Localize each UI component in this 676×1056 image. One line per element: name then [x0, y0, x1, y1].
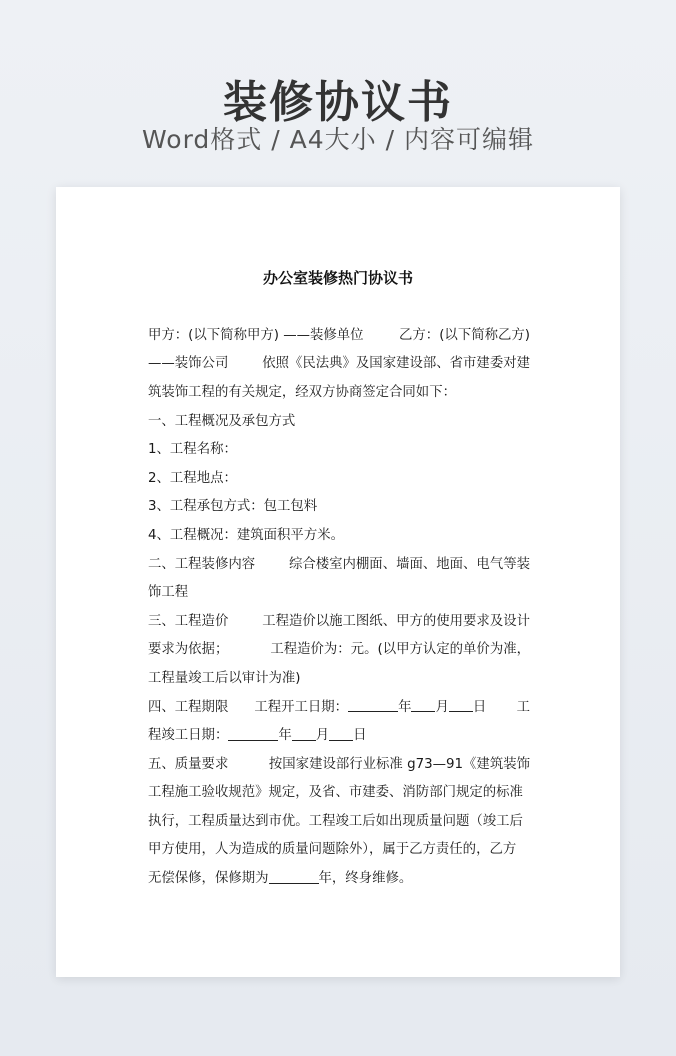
section-3-text-a: 要求为依据；: [148, 642, 229, 658]
document-page: [56, 187, 620, 977]
section-3-text-cont: 工程量竣工后以审计为准): [148, 670, 301, 686]
section-5-heading: 五、质量要求: [148, 756, 229, 772]
document-body: [148, 319, 530, 891]
month-label: 月: [435, 699, 449, 715]
section-5-text-3: 甲方使用，人为造成的质量问题除外），属于乙方责任的，乙方: [148, 842, 517, 858]
section-heading: [148, 691, 530, 720]
start-day-blank: [449, 698, 473, 712]
section-3-text: 工程造价以施工图纸、甲方的使用要求及设计: [262, 613, 530, 629]
basis-text: 依照《民法典》及国家建设部、省市建委对建: [262, 356, 530, 372]
section-5-text: 按国家建设部行业标准 g73—91《建筑装饰: [268, 756, 530, 772]
paragraph-line: [148, 319, 530, 348]
completion-prefix: 工: [516, 699, 530, 715]
warranty-years-blank: [269, 870, 319, 884]
section-2-text: 综合楼室内棚面、墙面、地面、电气等装: [288, 556, 530, 572]
paragraph-line: [148, 719, 530, 748]
section-3-text-b: 工程造价为：元。(以甲方认定的单价为准，: [270, 642, 530, 658]
banner-subtitle: Word格式 / A4大小 / 内容可编辑: [142, 125, 534, 154]
contract-method: 3、工程承包方式：包工包料: [148, 499, 318, 515]
section-1-heading: 一、工程概况及承包方式: [148, 413, 296, 429]
paragraph-line: [148, 634, 530, 663]
paragraph-line: [148, 805, 530, 834]
paragraph-line: [148, 777, 530, 806]
project-location: 2、工程地点：: [148, 470, 237, 486]
day-label: 日: [353, 728, 367, 744]
party-b-text: 乙方：(以下简称乙方): [399, 327, 530, 343]
section-5-text-2: 执行，工程质量达到市优。工程竣工后如出现质量问题（竣工后: [148, 813, 523, 829]
section-2-text-cont: 饰工程: [148, 585, 189, 601]
paragraph-line: [148, 348, 530, 377]
project-overview: 4、工程概况：建筑面积平方米。: [148, 527, 344, 543]
party-b-company-text: ——装饰公司: [148, 356, 229, 372]
paragraph-line: [148, 491, 530, 520]
section-heading: [148, 548, 530, 577]
section-heading: [148, 605, 530, 634]
section-5-text-1: 工程施工验收规范》规定，及省、市建委、消防部门规定的标准: [148, 785, 523, 801]
project-name: 1、工程名称：: [148, 442, 237, 458]
paragraph-line: [148, 433, 530, 462]
warranty-text-end: 年，终身维修。: [318, 871, 413, 887]
start-year-blank: [348, 698, 398, 712]
year-label: 年: [398, 699, 412, 715]
section-4-heading: 四、工程期限: [148, 699, 229, 715]
end-month-blank: [292, 727, 316, 741]
banner-title: 装修协议书: [223, 77, 453, 128]
completion-date-label: 程竣工日期：: [148, 728, 229, 744]
end-year-blank: [228, 727, 278, 741]
section-heading: [148, 748, 530, 777]
section-2-heading: 二、工程装修内容: [148, 556, 256, 572]
paragraph-line: [148, 834, 530, 863]
start-date-label: 工程开工日期：: [254, 699, 349, 715]
start-month-blank: [411, 698, 435, 712]
paragraph-line: [148, 576, 530, 605]
warranty-text: 无偿保修，保修期为: [148, 871, 269, 887]
month-label: 月: [315, 728, 330, 744]
section-heading: [148, 405, 530, 434]
paragraph-line: [148, 462, 530, 491]
paragraph-line: [148, 662, 530, 691]
document-title: 办公室装修热门协议书: [262, 269, 413, 287]
paragraph-line: [148, 519, 530, 548]
section-3-heading: 三、工程造价: [148, 613, 229, 629]
basis-text-cont: 筑装饰工程的有关规定，经双方协商签定合同如下：: [148, 384, 456, 400]
day-label: 日: [472, 699, 487, 715]
year-label: 年: [278, 728, 292, 744]
paragraph-line: [148, 862, 530, 891]
end-day-blank: [329, 727, 353, 741]
paragraph-line: [148, 376, 530, 405]
party-a-text: 甲方：(以下简称甲方) ——装修单位: [148, 327, 364, 343]
